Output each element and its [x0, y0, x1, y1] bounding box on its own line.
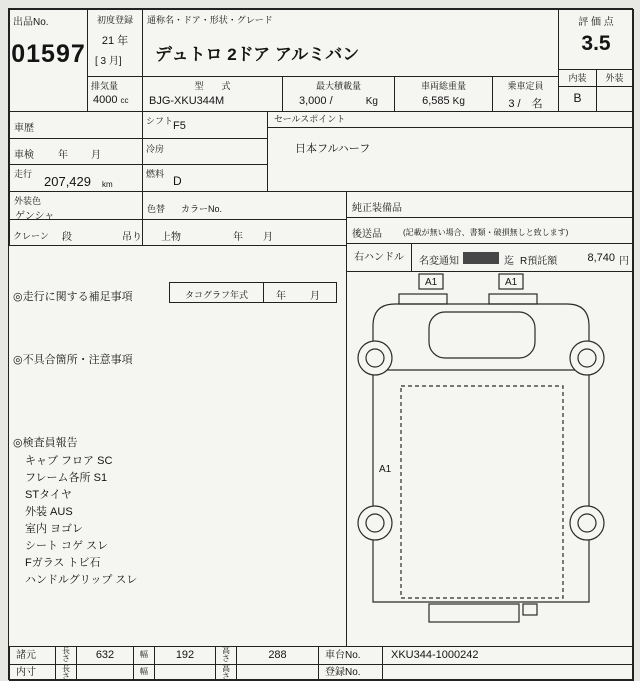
gvw-unit: Kg — [452, 96, 465, 107]
payload-value: 3,000 / — [299, 95, 333, 107]
inner-length-label-cell — [55, 664, 77, 681]
until-label: 迄 — [504, 256, 514, 267]
lot-number: 01597 — [11, 40, 86, 68]
gvw-number: 6,585 — [422, 95, 450, 107]
gvw-cell — [394, 76, 493, 112]
chassis-no-value: XKU344-1000242 — [382, 646, 634, 665]
cab-windshield — [429, 312, 535, 358]
rear-bumper-step — [523, 604, 537, 615]
tachograph-year: 年 — [276, 291, 286, 302]
model-code-label: 型 式 — [194, 81, 231, 91]
lot-number-label: 出品No. — [13, 17, 49, 28]
inspector-item: ハンドルグリップ スレ — [25, 574, 138, 586]
height-value: 288 — [236, 646, 319, 665]
payload-label: 最大積載量 — [315, 81, 361, 91]
body-month: 月 — [263, 232, 273, 243]
capacity-cell — [492, 76, 559, 112]
body-year: 年 — [233, 232, 243, 243]
exterior-grade — [596, 87, 633, 111]
first-registration-label: 初度登録 — [96, 15, 133, 25]
height-label: 高さ — [222, 664, 230, 681]
later-items-note: (記載が無い場合、書類・破損無しと致します) — [403, 228, 569, 237]
width-label-cell — [133, 646, 155, 665]
inspector-item: フレーム各所 S1 — [25, 472, 108, 484]
roof-marker-left — [399, 294, 447, 304]
name-change-date-box — [463, 252, 499, 264]
displacement-number: 4000 — [93, 94, 118, 106]
fuel-value: D — [173, 174, 182, 188]
damage-mark-top-left: A1 — [425, 277, 438, 288]
lot-number-cell — [9, 9, 88, 112]
height-label: 高さ — [222, 646, 230, 664]
shift-cell — [142, 111, 268, 139]
inspector-item: STタイヤ — [25, 489, 72, 501]
interior-label: 内装 — [559, 70, 597, 87]
mileage-label: 走行 — [14, 169, 33, 179]
deposit-label: R預託額 — [520, 256, 558, 267]
later-items-cell — [346, 217, 634, 244]
defect-title: ◎不具合箇所・注意事項 — [13, 354, 133, 366]
inspector-report-list — [25, 453, 137, 589]
model-code-value: BJG-XKU344M — [149, 95, 225, 107]
mileage-unit: km — [102, 180, 113, 189]
handle-label: 右ハンドル — [347, 244, 412, 271]
width-label: 幅 — [140, 667, 148, 677]
registration-no-value — [382, 664, 634, 681]
width-value: 192 — [154, 646, 216, 665]
first-registration-year: 21 年 — [101, 35, 129, 47]
length-label: 長さ — [62, 646, 70, 664]
inner-dim-row-label: 内寸 — [9, 664, 56, 681]
vehicle-name-cell — [142, 9, 559, 77]
inner-height-label-cell — [215, 664, 237, 681]
height-label-cell — [215, 646, 237, 665]
displacement-label: 排気量 — [91, 81, 119, 91]
score-cell — [558, 9, 634, 70]
fuel-label: 燃料 — [146, 169, 165, 179]
mileage-value: 207,429 — [44, 174, 91, 189]
capacity-number: 3 / — [508, 98, 521, 110]
sales-point-cell — [267, 111, 634, 192]
cargo-bed-outline — [401, 386, 563, 598]
color-no-label: カラーNo. — [181, 204, 223, 214]
vehicle-name-label: 通称名・ドア・形状・グレード — [147, 15, 273, 25]
sales-point-label: セールスポイント — [268, 112, 633, 128]
color-change-cell — [142, 191, 347, 220]
displacement-cell — [87, 76, 143, 112]
truck-top-view-diagram — [347, 272, 633, 646]
shift-label: シフト — [146, 116, 174, 126]
oem-equipment-label: 純正装備品 — [352, 203, 402, 214]
inner-width-label-cell — [133, 664, 155, 681]
rear-bumper — [429, 604, 519, 622]
history-cell — [9, 111, 143, 139]
inspector-item: Fガラス トビ石 — [25, 557, 101, 569]
truck-body-outline — [373, 304, 589, 602]
chassis-no-label: 車台No. — [318, 646, 383, 665]
payload-unit: Kg — [365, 96, 378, 107]
front-left-wheel — [358, 341, 392, 375]
exterior-label: 外装 — [596, 70, 633, 87]
inner-width-value — [154, 664, 216, 681]
sales-point-value: 日本フルハーフ — [295, 143, 371, 155]
crane-hoist-label: 吊り — [122, 232, 142, 243]
inspector-item: シート コゲ スレ — [25, 540, 109, 552]
capacity-value — [493, 95, 558, 111]
name-change-label: 名変通知 — [419, 256, 459, 267]
capacity-label: 乗車定員 — [507, 81, 544, 91]
displacement-value — [93, 94, 129, 106]
score-label: 評 価 点 — [578, 17, 614, 28]
score-value: 3.5 — [581, 32, 611, 55]
payload-cell — [282, 76, 395, 112]
later-items-label: 後送品 — [352, 229, 382, 240]
rear-left-wheel — [358, 506, 392, 540]
rear-right-wheel — [570, 506, 604, 540]
inspection-year: 年 — [58, 150, 68, 161]
length-label-cell — [55, 646, 77, 665]
damage-mark-bed: A1 — [379, 464, 392, 475]
gvw-value — [395, 95, 492, 107]
capacity-unit: 名 — [531, 98, 543, 110]
history-label: 車歴 — [14, 123, 34, 134]
inner-length-value — [76, 664, 134, 681]
damage-mark-top-right: A1 — [505, 277, 518, 288]
crane-stage-label: 段 — [62, 232, 72, 243]
length-value: 632 — [76, 646, 134, 665]
handle-deposit-row — [346, 243, 634, 272]
color-change-label: 色替 — [147, 204, 166, 214]
inspection-label: 車検 — [14, 150, 34, 161]
crane-cell — [9, 219, 143, 246]
inner-height-value — [236, 664, 319, 681]
tachograph-label-cell — [169, 282, 264, 303]
auction-sheet — [8, 8, 633, 680]
length-label: 長さ — [62, 664, 70, 681]
first-registration-cell — [87, 9, 143, 77]
front-right-wheel — [570, 341, 604, 375]
vehicle-diagram-cell — [346, 271, 634, 647]
oem-equipment-cell — [346, 191, 634, 218]
mileage-note-title: ◎走行に関する補足事項 — [13, 291, 133, 303]
gvw-label: 車両総重量 — [420, 81, 466, 91]
inspection-month: 月 — [91, 150, 101, 161]
inspector-item: キャブ フロア SC — [25, 455, 113, 467]
mileage-cell — [9, 164, 143, 192]
tachograph-label: タコグラフ年式 — [184, 290, 248, 300]
first-registration-month: [ 3 月] — [95, 56, 122, 67]
deposit-value: 8,740 — [587, 252, 615, 264]
exterior-color-value: ゲンシャ — [15, 211, 55, 222]
shift-value: F5 — [173, 120, 186, 132]
width-label: 幅 — [140, 650, 148, 660]
interior-grade: B — [559, 87, 597, 111]
fuel-cell — [142, 164, 268, 192]
model-code-cell — [142, 76, 283, 112]
exterior-color-cell — [9, 191, 143, 220]
vehicle-name: デュトロ 2ドア アルミバン — [155, 45, 360, 64]
body-label: 上物 — [161, 232, 181, 243]
inspection-cell — [9, 138, 143, 165]
body-cell — [142, 219, 347, 246]
roof-marker-right — [489, 294, 537, 304]
displacement-unit: cc — [120, 96, 129, 105]
spec-row-label: 諸元 — [9, 646, 56, 665]
ac-cell — [142, 138, 268, 165]
interior-exterior-cell — [558, 69, 634, 112]
tachograph-value-cell — [263, 282, 337, 303]
crane-label: クレーン — [13, 231, 49, 241]
inspector-item: 外装 AUS — [25, 506, 73, 518]
deposit-unit: 円 — [619, 256, 629, 267]
tachograph-month: 月 — [310, 291, 320, 302]
ac-label: 冷房 — [146, 144, 165, 154]
inspector-title: ◎検査員報告 — [13, 437, 78, 449]
exterior-color-label: 外装色 — [14, 196, 42, 206]
inspector-item: 室内 ヨゴレ — [25, 523, 84, 535]
registration-no-label: 登録No. — [318, 664, 383, 681]
